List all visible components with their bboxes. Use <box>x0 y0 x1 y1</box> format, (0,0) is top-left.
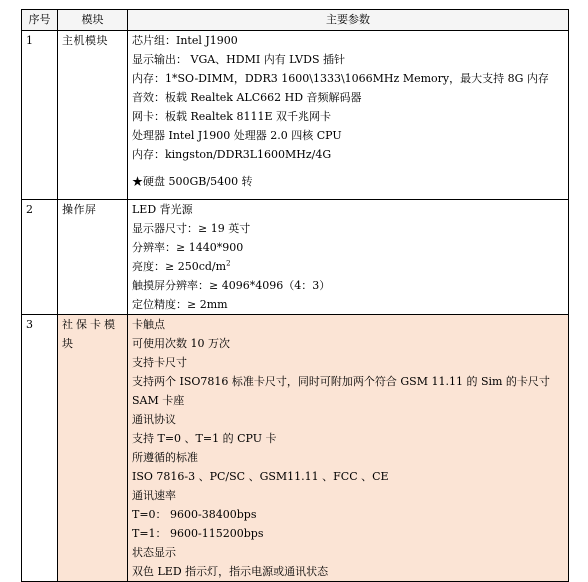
header-params: 主要参数 <box>128 10 569 31</box>
param-line: 内存：kingston/DDR3L1600MHz/4G <box>132 148 332 161</box>
param-line: 支持卡尺寸 <box>132 356 187 369</box>
param-line: T=0： 9600-38400bps <box>132 508 257 521</box>
param-line: 双色 LED 指示灯，指示电源或通讯状态 <box>132 565 329 578</box>
param-line: 支持两个 ISO7816 标准卡尺寸，同时可附加两个符合 GSM 11.11 的 Sim 的卡尺寸 SAM 卡座 <box>132 375 550 407</box>
param-line: 触摸屏分辨率：≥ 4096*4096（4：3） <box>132 279 331 292</box>
table-row-highlighted <box>22 315 569 582</box>
params-cell <box>128 315 569 582</box>
param-line: 内存：1*SO-DIMM，DDR3 1600\1333\1066MHz Memory，最大支持 8G 内存 <box>132 72 549 85</box>
header-no: 序号 <box>22 10 58 31</box>
table-row <box>22 31 569 200</box>
param-line-brightness <box>132 257 564 276</box>
superscript: 2 <box>226 259 231 268</box>
param-line: 状态显示 <box>132 546 176 559</box>
param-line: 通讯协议 <box>132 413 176 426</box>
param-line: 所遵循的标准 <box>132 451 198 464</box>
param-line: ★硬盘 500GB/5400 转 <box>132 175 253 188</box>
param-line: 分辨率：≥ 1440*900 <box>132 241 244 254</box>
module-name: 主机模块 <box>58 31 128 200</box>
row-number: 2 <box>22 200 58 315</box>
param-line: LED 背光源 <box>132 203 193 216</box>
param-line: 可使用次数 10 万次 <box>132 337 230 350</box>
table-row <box>22 200 569 315</box>
param-line: 显示输出： VGA、HDMI 内有 LVDS 插针 <box>132 53 345 66</box>
params-cell <box>128 31 569 200</box>
param-line: ISO 7816-3 、PC/SC 、GSM11.11 、FCC 、CE <box>132 470 389 483</box>
param-line: 通讯速率 <box>132 489 176 502</box>
param-line: 卡触点 <box>132 318 165 331</box>
param-line: 支持 T=0 、T=1 的 CPU 卡 <box>132 432 277 445</box>
spec-table <box>21 9 569 582</box>
row-number: 1 <box>22 31 58 200</box>
params-cell <box>128 200 569 315</box>
header-module: 模块 <box>58 10 128 31</box>
param-line: 芯片组：Intel J1900 <box>132 34 238 47</box>
brightness-text: 亮度：≥ 250cd/m <box>132 260 227 273</box>
row-number: 3 <box>22 315 58 582</box>
module-name: 操作屏 <box>58 200 128 315</box>
param-line: 显示器尺寸：≥ 19 英寸 <box>132 222 251 235</box>
param-line: 处理器 Intel J1900 处理器 2.0 四核 CPU <box>132 129 342 142</box>
param-line: 定位精度：≥ 2mm <box>132 298 228 311</box>
header-row <box>22 10 569 31</box>
param-line: 网卡：板载 Realtek 8111E 双千兆网卡 <box>132 110 331 123</box>
param-line: 音效：板载 Realtek ALC662 HD 音频解码器 <box>132 91 362 104</box>
param-line: T=1： 9600-115200bps <box>132 527 264 540</box>
module-name: 社保卡模块 <box>58 315 128 582</box>
